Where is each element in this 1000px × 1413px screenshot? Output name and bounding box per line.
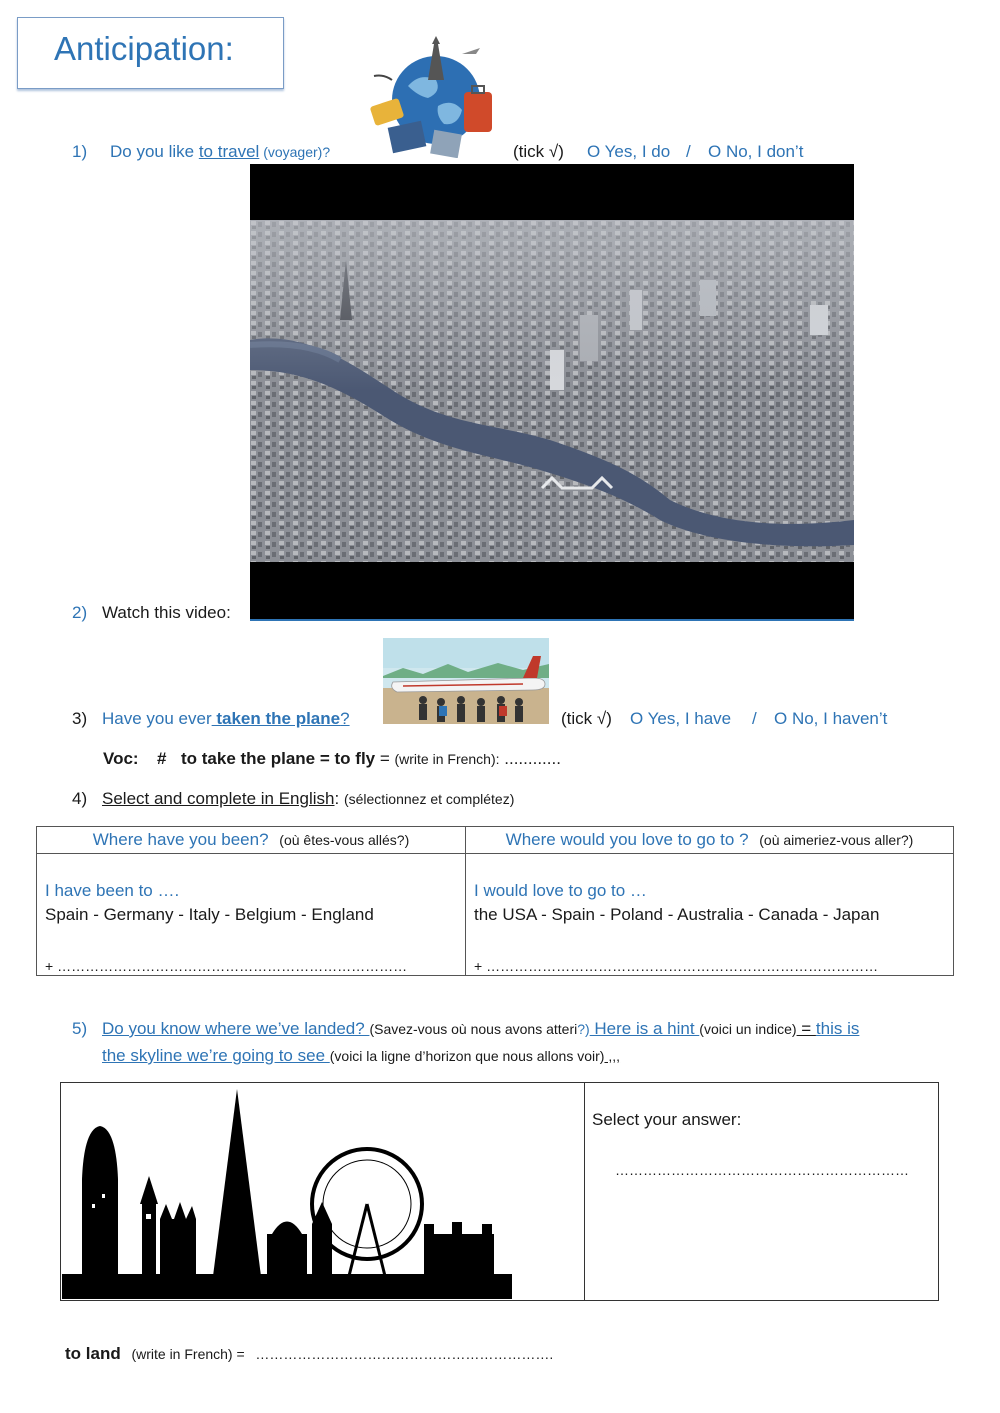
land-line — [65, 1344, 553, 1364]
table-header-love-text: Where would you love to go to ? — [505, 830, 749, 849]
q3-question-mark: ? — [340, 709, 350, 728]
q3-taken-the-plane: taken the plane — [211, 709, 341, 728]
voc-line — [181, 749, 561, 769]
q3-option-yes[interactable]: O Yes, I have — [630, 709, 732, 728]
q4-text: Select and complete in English — [102, 789, 335, 808]
page-title: Anticipation: — [54, 30, 234, 67]
q5-skyline-hint: (voici la ligne d’horizon que nous allons voir) — [329, 1048, 605, 1064]
love-country-options[interactable]: the USA - Spain - Poland - Australia - Canada - Japan — [474, 905, 880, 924]
q4-hint: (sélectionnez et complétez) — [343, 791, 515, 807]
q3-tick-instruction: (tick √) — [561, 709, 612, 728]
travel-globe-illustration — [368, 36, 504, 158]
been-country-options[interactable]: Spain - Germany - Italy - Belgium - England — [45, 905, 374, 924]
q3-text: Have you ever — [102, 709, 212, 728]
q5-hint-voici: (voici un indice) — [699, 1021, 797, 1037]
q5-this-is: this is — [815, 1019, 860, 1038]
love-add-blank[interactable]: + ………………………………………………………………………… — [474, 958, 879, 974]
q5-equals: = — [796, 1019, 816, 1038]
q3-number: 3) — [72, 709, 88, 728]
q2-text: Watch this video: — [102, 603, 231, 622]
q1-to-travel: to travel — [198, 142, 260, 161]
q3-option-no[interactable]: O No, I haven’t — [774, 709, 888, 728]
q5-hint-french-end: ?) — [577, 1021, 590, 1037]
table-header-love — [466, 827, 954, 854]
table-header-been-text: Where have you been? — [92, 830, 269, 849]
answer-label: Select your answer: — [592, 1110, 742, 1129]
q1-hint: (voyager)? — [259, 144, 331, 160]
q2-number: 2) — [72, 603, 88, 622]
london-skyline-silhouette — [62, 1084, 512, 1299]
skyline-box-divider — [584, 1082, 585, 1301]
q5-skyline-text: the skyline we’re going to see — [102, 1046, 330, 1065]
q4-instruction — [102, 789, 514, 809]
love-sentence-start: I would love to go to … — [474, 881, 647, 900]
q5-hint-french: (Savez-vous où nous avons atteri — [369, 1021, 578, 1037]
video-link-underline — [250, 619, 854, 621]
q1-question — [110, 142, 330, 162]
q3-question — [102, 709, 350, 729]
table-cell-love — [466, 854, 954, 976]
table-cell-been — [37, 854, 466, 976]
table-header-been-hint: (où êtes-vous allés?) — [279, 832, 410, 848]
q5-question: Do you know where we’ve landed? — [102, 1019, 370, 1038]
land-label: to land — [65, 1344, 121, 1363]
destinations-table — [36, 826, 954, 976]
land-answer-blank[interactable]: ………………………………………………………. — [255, 1346, 554, 1362]
q5-line-1 — [102, 1019, 859, 1039]
q1-text: Do you like — [110, 142, 199, 161]
q5-line-2 — [102, 1046, 620, 1066]
airplane-boarding-illustration — [383, 638, 549, 724]
q1-option-yes[interactable]: O Yes, I do — [587, 142, 671, 161]
table-header-been — [37, 827, 466, 854]
table-header-love-hint: (où aimeriez-vous aller?) — [759, 832, 914, 848]
q5-tail: ,,, — [604, 1048, 621, 1064]
q5-here-is-a-hint: Here is a hint — [589, 1019, 700, 1038]
voc-label: Voc: — [103, 749, 139, 768]
land-instruction: (write in French) = — [131, 1346, 245, 1362]
q4-number: 4) — [72, 789, 88, 808]
q3-separator: / — [752, 709, 757, 728]
voc-answer-blank[interactable]: ............ — [504, 749, 561, 768]
q4-colon: : — [334, 789, 340, 808]
voc-hash: # — [157, 749, 167, 768]
q5-number: 5) — [72, 1019, 88, 1038]
voc-phrase: to take the plane = to fly — [181, 749, 376, 768]
q1-separator: / — [686, 142, 691, 161]
video-player[interactable] — [250, 164, 854, 620]
voc-equals: = — [375, 749, 395, 768]
london-aerial-video-thumbnail — [250, 220, 854, 562]
been-add-blank[interactable]: + ………………………………………………………………… — [45, 958, 408, 974]
answer-blank[interactable]: ……………………………………………………… — [615, 1162, 909, 1178]
voc-instruction: (write in French): — [394, 751, 500, 767]
q1-option-no[interactable]: O No, I don’t — [708, 142, 804, 161]
been-sentence-start: I have been to …. — [45, 881, 180, 900]
q1-number: 1) — [72, 142, 88, 161]
q1-tick-instruction: (tick √) — [513, 142, 564, 161]
